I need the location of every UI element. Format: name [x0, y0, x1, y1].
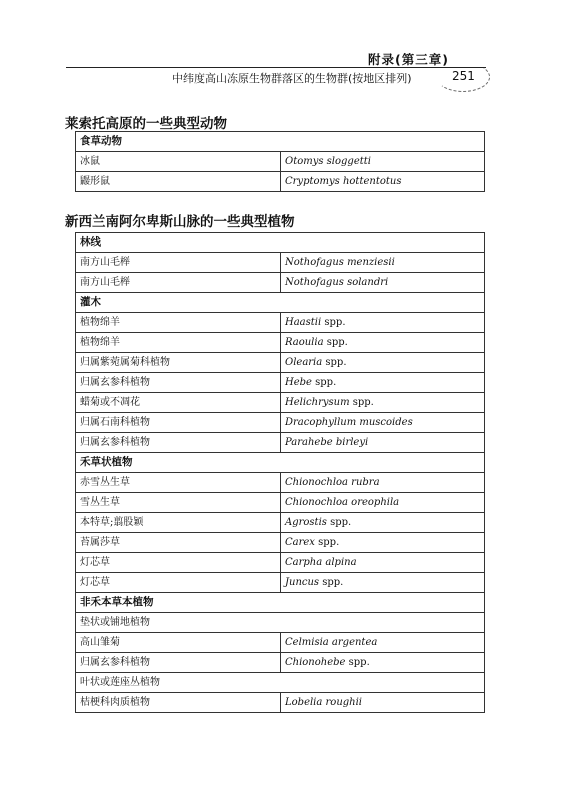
scientific-name: Haastii: [285, 316, 322, 328]
scientific-name: Raoulia: [285, 336, 324, 348]
common-name-cell: 归属紫菀属菊科植物: [76, 353, 281, 373]
page-number: 251: [452, 69, 475, 83]
scientific-name-cell: [281, 553, 485, 573]
scientific-name-cell: [281, 393, 485, 413]
subgroup-label: 叶状或莲座丛植物: [76, 673, 485, 693]
common-name-cell: 灯芯草: [76, 573, 281, 593]
species-suffix: spp.: [326, 516, 352, 528]
scientific-name-cell: [281, 513, 485, 533]
group-header-row: [76, 293, 485, 313]
new-zealand-plants-table: [75, 232, 485, 713]
table-row: [76, 653, 485, 673]
table-row: [76, 693, 485, 713]
scientific-name-cell: [281, 353, 485, 373]
group-label: 灌木: [76, 293, 485, 313]
species-suffix: spp.: [345, 656, 370, 668]
table-row: [76, 513, 485, 533]
scientific-name-cell: [281, 373, 485, 393]
chapter-title: 附录(第三章): [368, 52, 449, 67]
common-name-cell: 植物绵羊: [76, 333, 281, 353]
scientific-name-cell: [281, 313, 485, 333]
common-name-cell: 蜡菊或不凋花: [76, 393, 281, 413]
scientific-name-cell: [281, 172, 485, 192]
table-row: [76, 333, 485, 353]
species-suffix: spp.: [314, 536, 340, 548]
scientific-name: Agrostis: [285, 516, 327, 528]
scientific-name: Olearia: [285, 356, 323, 368]
common-name-cell: 桔梗科肉质植物: [76, 693, 281, 713]
group-label: 食草动物: [76, 132, 485, 152]
scientific-name-cell: [281, 273, 485, 293]
scientific-name: Chionochloa oreophila: [285, 496, 400, 508]
scientific-name-cell: [281, 533, 485, 553]
table-row: [76, 413, 485, 433]
scientific-name: Nothofagus solandri: [285, 276, 389, 288]
common-name-cell: 鼹形鼠: [76, 172, 281, 192]
group-header-row: [76, 593, 485, 613]
scientific-name: Lobelia roughii: [285, 696, 362, 708]
scientific-name: Cryptomys hottentotus: [285, 175, 402, 187]
section-title-new-zealand: 新西兰南阿尔卑斯山脉的一些典型植物: [65, 214, 295, 230]
table-row: [76, 373, 485, 393]
table-row: [76, 473, 485, 493]
scientific-name-cell: [281, 493, 485, 513]
table-row: [76, 313, 485, 333]
scientific-name-cell: [281, 573, 485, 593]
subgroup-row: [76, 613, 485, 633]
table-row: [76, 553, 485, 573]
scientific-name: Dracophyllum muscoides: [285, 416, 413, 428]
common-name-cell: 灯芯草: [76, 553, 281, 573]
common-name-cell: 归属石南科植物: [76, 413, 281, 433]
scientific-name: Parahebe birleyi: [285, 436, 369, 448]
scientific-name: Carex: [285, 536, 315, 548]
table-row: [76, 253, 485, 273]
scientific-name-cell: [281, 693, 485, 713]
scientific-name-cell: [281, 473, 485, 493]
scientific-name: Hebe: [285, 376, 312, 388]
species-suffix: spp.: [321, 316, 346, 328]
header-rule: [66, 67, 486, 68]
table-row: [76, 273, 485, 293]
group-header-row: [76, 453, 485, 473]
table-row: [76, 493, 485, 513]
species-suffix: spp.: [322, 356, 347, 368]
table-row: [76, 633, 485, 653]
group-header-row: [76, 233, 485, 253]
table-row: [76, 353, 485, 373]
scientific-name: Otomys sloggetti: [285, 155, 371, 167]
common-name-cell: 归属玄参科植物: [76, 433, 281, 453]
common-name-cell: 苔属莎草: [76, 533, 281, 553]
common-name-cell: 雪丛生草: [76, 493, 281, 513]
running-subtitle: 中纬度高山冻原生物群落区的生物群(按地区排列): [172, 72, 412, 85]
scientific-name-cell: [281, 633, 485, 653]
scientific-name: Nothofagus menziesii: [285, 256, 395, 268]
species-suffix: spp.: [319, 576, 344, 588]
group-label: 禾草状植物: [76, 453, 485, 473]
species-suffix: spp.: [349, 396, 374, 408]
scientific-name-cell: [281, 152, 485, 172]
common-name-cell: 赤雪丛生草: [76, 473, 281, 493]
table-row: [76, 152, 485, 172]
scientific-name-cell: [281, 433, 485, 453]
section-title-lesotho: 莱索托高原的一些典型动物: [65, 116, 227, 132]
common-name-cell: 归属玄参科植物: [76, 373, 281, 393]
common-name-cell: 高山雏菊: [76, 633, 281, 653]
scientific-name-cell: [281, 413, 485, 433]
scientific-name: Celmisia argentea: [285, 636, 378, 648]
species-suffix: spp.: [311, 376, 337, 388]
table-row: [76, 433, 485, 453]
group-label: 非禾本草本植物: [76, 593, 485, 613]
scientific-name-cell: [281, 333, 485, 353]
table-row: [76, 393, 485, 413]
common-name-cell: 植物绵羊: [76, 313, 281, 333]
table-row: [76, 573, 485, 593]
common-name-cell: 本特草;翦股颖: [76, 513, 281, 533]
scientific-name-cell: [281, 653, 485, 673]
common-name-cell: 冰鼠: [76, 152, 281, 172]
common-name-cell: 归属玄参科植物: [76, 653, 281, 673]
group-label: 林线: [76, 233, 485, 253]
table-row: [76, 172, 485, 192]
subgroup-label: 垫状或铺地植物: [76, 613, 485, 633]
scientific-name-cell: [281, 253, 485, 273]
scientific-name: Chionohebe: [285, 656, 346, 668]
common-name-cell: 南方山毛榉: [76, 253, 281, 273]
subgroup-row: [76, 673, 485, 693]
scientific-name: Carpha alpina: [285, 556, 357, 568]
species-suffix: spp.: [323, 336, 348, 348]
scientific-name: Helichrysum: [285, 396, 350, 408]
table-row: [76, 533, 485, 553]
scientific-name: Chionochloa rubra: [285, 476, 380, 488]
lesotho-animals-table: [75, 131, 485, 192]
scientific-name: Juncus: [285, 576, 320, 588]
group-header-row: [76, 132, 485, 152]
common-name-cell: 南方山毛榉: [76, 273, 281, 293]
